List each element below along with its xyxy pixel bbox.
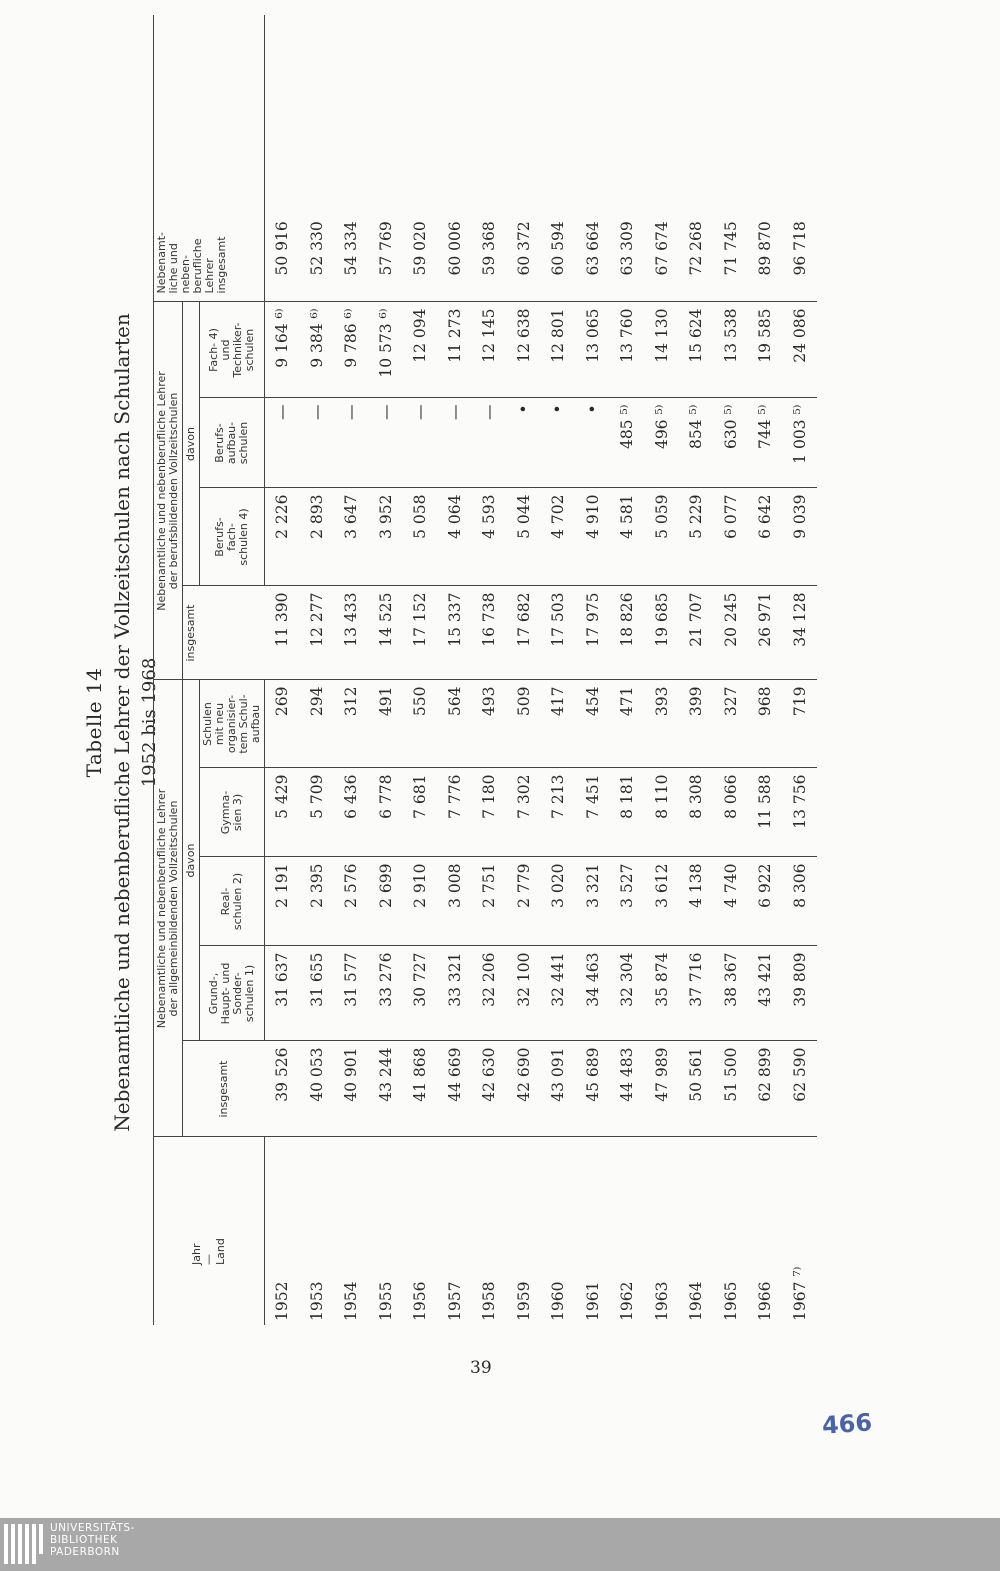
real-cell: 4 138 bbox=[679, 857, 714, 946]
bfs-cell: 2 226 bbox=[265, 488, 300, 586]
library-name bbox=[50, 1522, 135, 1558]
table-row bbox=[748, 15, 783, 1325]
table-row bbox=[541, 15, 576, 1325]
fach-cell: 10 573 ⁶⁾ bbox=[369, 302, 404, 398]
gym-cell: 6 436 bbox=[334, 768, 369, 857]
real-cell: 2 191 bbox=[265, 857, 300, 946]
fach-cell: 11 273 bbox=[438, 302, 473, 398]
rotated-table-page bbox=[80, 90, 910, 1355]
fach-cell: 9 786 ⁶⁾ bbox=[334, 302, 369, 398]
grund-cell: 34 463 bbox=[576, 946, 611, 1041]
gym-cell: 7 180 bbox=[472, 768, 507, 857]
data-table bbox=[153, 15, 817, 1325]
general-total-cell: 62 899 bbox=[748, 1041, 783, 1137]
fach-cell: 12 801 bbox=[541, 302, 576, 398]
library-name-line3: PADERBORN bbox=[50, 1546, 120, 1558]
grund-cell: 33 321 bbox=[438, 946, 473, 1041]
general-total-cell: 44 669 bbox=[438, 1041, 473, 1137]
table-row bbox=[507, 15, 542, 1325]
library-name-line2: BIBLIOTHEK bbox=[50, 1534, 118, 1546]
table-row bbox=[300, 15, 335, 1325]
real-cell: 4 740 bbox=[714, 857, 749, 946]
neu-cell: 564 bbox=[438, 680, 473, 768]
grund-cell: 37 716 bbox=[679, 946, 714, 1041]
grund-header: Grund-, Haupt- und Sonder- schulen 1) bbox=[200, 946, 265, 1041]
vocational-total-cell: 17 682 bbox=[507, 586, 542, 680]
bas-cell: — bbox=[438, 398, 473, 488]
gym-cell: 7 213 bbox=[541, 768, 576, 857]
neu-header: Schulen mit neu organisier- tem Schul- aufbau bbox=[200, 680, 265, 768]
real-cell: 2 751 bbox=[472, 857, 507, 946]
bfs-cell: 5 058 bbox=[403, 488, 438, 586]
grund-cell: 31 577 bbox=[334, 946, 369, 1041]
grund-cell: 32 441 bbox=[541, 946, 576, 1041]
gym-cell: 7 451 bbox=[576, 768, 611, 857]
grund-cell: 31 655 bbox=[300, 946, 335, 1041]
table-row bbox=[334, 15, 369, 1325]
fach-cell: 13 760 bbox=[610, 302, 645, 398]
table-row bbox=[610, 15, 645, 1325]
bfs-cell: 5 044 bbox=[507, 488, 542, 586]
real-cell: 2 395 bbox=[300, 857, 335, 946]
general-total-cell: 45 689 bbox=[576, 1041, 611, 1137]
vocational-total-cell: 34 128 bbox=[783, 586, 818, 680]
bfs-cell: 4 702 bbox=[541, 488, 576, 586]
vocational-total-cell: 17 975 bbox=[576, 586, 611, 680]
bas-cell: 1 003 ⁵⁾ bbox=[783, 398, 818, 488]
vocational-total-header: insgesamt bbox=[183, 586, 265, 680]
bas-cell: — bbox=[369, 398, 404, 488]
total-cell: 63 309 bbox=[610, 15, 645, 302]
neu-cell: 393 bbox=[645, 680, 680, 768]
table-row bbox=[265, 15, 300, 1325]
neu-cell: 312 bbox=[334, 680, 369, 768]
neu-cell: 493 bbox=[472, 680, 507, 768]
real-cell: 8 306 bbox=[783, 857, 818, 946]
fach-cell: 19 585 bbox=[748, 302, 783, 398]
total-cell: 72 268 bbox=[679, 15, 714, 302]
year-cell: 1952 bbox=[273, 1281, 292, 1321]
real-cell: 2 910 bbox=[403, 857, 438, 946]
table-row bbox=[438, 15, 473, 1325]
grund-cell: 32 100 bbox=[507, 946, 542, 1041]
bas-cell: 744 ⁵⁾ bbox=[748, 398, 783, 488]
table-row bbox=[403, 15, 438, 1325]
fach-cell: 9 164 ⁶⁾ bbox=[265, 302, 300, 398]
table-heading: Nebenamtliche und nebenberufliche Lehrer der Vollzeitschulen nach Schularten bbox=[110, 313, 134, 1132]
general-total-cell: 62 590 bbox=[783, 1041, 818, 1137]
total-cell: 60 594 bbox=[541, 15, 576, 302]
gym-cell: 8 110 bbox=[645, 768, 680, 857]
neu-cell: 399 bbox=[679, 680, 714, 768]
real-cell: 3 612 bbox=[645, 857, 680, 946]
bas-cell: — bbox=[265, 398, 300, 488]
fach-cell: 12 145 bbox=[472, 302, 507, 398]
general-total-cell: 43 091 bbox=[541, 1041, 576, 1137]
year-cell: 1956 bbox=[411, 1281, 430, 1321]
bas-cell: 854 ⁵⁾ bbox=[679, 398, 714, 488]
library-footer-bar bbox=[0, 1518, 1000, 1571]
fach-cell: 15 624 bbox=[679, 302, 714, 398]
gym-cell: 7 302 bbox=[507, 768, 542, 857]
bas-cell: — bbox=[472, 398, 507, 488]
gym-header: Gymna- sien 3) bbox=[200, 768, 265, 857]
bfs-cell: 3 952 bbox=[369, 488, 404, 586]
fach-cell: 13 538 bbox=[714, 302, 749, 398]
gym-cell: 7 681 bbox=[403, 768, 438, 857]
neu-cell: 550 bbox=[403, 680, 438, 768]
year-cell: 1966 bbox=[756, 1281, 775, 1321]
bas-cell: 496 ⁵⁾ bbox=[645, 398, 680, 488]
neu-cell: 491 bbox=[369, 680, 404, 768]
real-cell: 6 922 bbox=[748, 857, 783, 946]
real-cell: 3 008 bbox=[438, 857, 473, 946]
vocational-total-cell: 19 685 bbox=[645, 586, 680, 680]
bfs-cell: 5 059 bbox=[645, 488, 680, 586]
table-row bbox=[679, 15, 714, 1325]
general-total-cell: 40 053 bbox=[300, 1041, 335, 1137]
year-cell: 1953 bbox=[307, 1281, 326, 1321]
group-general-header: Nebenamtliche und nebenberufliche Lehrer der allgemeinbildenden Vollzeitschulen bbox=[154, 680, 183, 1137]
table-period: 1952 bis 1968 bbox=[139, 657, 160, 788]
general-total-cell: 44 483 bbox=[610, 1041, 645, 1137]
year-cell: 1954 bbox=[342, 1281, 361, 1321]
neu-cell: 269 bbox=[265, 680, 300, 768]
fach-cell: 12 638 bbox=[507, 302, 542, 398]
bas-cell: — bbox=[403, 398, 438, 488]
bfs-cell: 6 642 bbox=[748, 488, 783, 586]
general-total-cell: 51 500 bbox=[714, 1041, 749, 1137]
table-row bbox=[714, 15, 749, 1325]
grund-cell: 38 367 bbox=[714, 946, 749, 1041]
real-cell: 3 020 bbox=[541, 857, 576, 946]
year-cell: 1965 bbox=[721, 1281, 740, 1321]
gym-cell: 11 588 bbox=[748, 768, 783, 857]
fach-header: Fach- 4) und Techniker- schulen bbox=[200, 302, 265, 398]
grund-cell: 33 276 bbox=[369, 946, 404, 1041]
general-total-cell: 47 989 bbox=[645, 1041, 680, 1137]
vocational-total-cell: 17 152 bbox=[403, 586, 438, 680]
total-header: Nebenamt- liche und neben- berufliche Lehrer insgesamt bbox=[154, 15, 265, 302]
library-stamp-number: 466 bbox=[821, 1408, 874, 1440]
grund-cell: 32 304 bbox=[610, 946, 645, 1041]
gym-cell: 7 776 bbox=[438, 768, 473, 857]
neu-cell: 471 bbox=[610, 680, 645, 768]
year-cell: 1958 bbox=[480, 1281, 499, 1321]
grund-cell: 30 727 bbox=[403, 946, 438, 1041]
year-cell: 1959 bbox=[514, 1281, 533, 1321]
neu-cell: 968 bbox=[748, 680, 783, 768]
group-vocational-header: Nebenamtliche und nebenberufliche Lehrer der berufsbildenden Vollzeitschulen bbox=[154, 302, 183, 680]
bfs-cell: 4 593 bbox=[472, 488, 507, 586]
year-cell: 1967 ⁷⁾ bbox=[790, 1266, 809, 1321]
gym-cell: 6 778 bbox=[369, 768, 404, 857]
general-total-cell: 43 244 bbox=[369, 1041, 404, 1137]
table-row bbox=[576, 15, 611, 1325]
fach-cell: 9 384 ⁶⁾ bbox=[300, 302, 335, 398]
total-cell: 59 020 bbox=[403, 15, 438, 302]
table-row bbox=[472, 15, 507, 1325]
neu-cell: 294 bbox=[300, 680, 335, 768]
year-cell: 1957 bbox=[445, 1281, 464, 1321]
bas-cell: 630 ⁵⁾ bbox=[714, 398, 749, 488]
total-cell: 59 368 bbox=[472, 15, 507, 302]
vocational-total-cell: 13 433 bbox=[334, 586, 369, 680]
library-logo-icon bbox=[4, 1524, 42, 1564]
general-total-cell: 40 901 bbox=[334, 1041, 369, 1137]
real-cell: 3 321 bbox=[576, 857, 611, 946]
bas-cell: • bbox=[541, 398, 576, 488]
stub-header: Jahr — Land bbox=[154, 1137, 265, 1325]
vocational-total-cell: 26 971 bbox=[748, 586, 783, 680]
bfs-cell: 2 893 bbox=[300, 488, 335, 586]
vocational-total-cell: 14 525 bbox=[369, 586, 404, 680]
table-number: Tabelle 14 bbox=[82, 667, 106, 778]
vocational-total-cell: 18 826 bbox=[610, 586, 645, 680]
real-cell: 2 576 bbox=[334, 857, 369, 946]
fach-cell: 12 094 bbox=[403, 302, 438, 398]
gym-cell: 13 756 bbox=[783, 768, 818, 857]
vocational-total-cell: 15 337 bbox=[438, 586, 473, 680]
total-cell: 96 718 bbox=[783, 15, 818, 302]
page-number: 39 bbox=[470, 1358, 492, 1378]
year-cell: 1964 bbox=[687, 1281, 706, 1321]
year-cell: 1961 bbox=[583, 1281, 602, 1321]
total-cell: 52 330 bbox=[300, 15, 335, 302]
total-cell: 60 006 bbox=[438, 15, 473, 302]
bfs-cell: 9 039 bbox=[783, 488, 818, 586]
vocational-total-cell: 20 245 bbox=[714, 586, 749, 680]
bas-cell: • bbox=[507, 398, 542, 488]
general-davon-header: davon bbox=[183, 680, 200, 1041]
total-cell: 50 916 bbox=[265, 15, 300, 302]
year-cell: 1963 bbox=[652, 1281, 671, 1321]
gym-cell: 8 066 bbox=[714, 768, 749, 857]
bfs-cell: 4 910 bbox=[576, 488, 611, 586]
total-cell: 89 870 bbox=[748, 15, 783, 302]
neu-cell: 509 bbox=[507, 680, 542, 768]
bfs-cell: 6 077 bbox=[714, 488, 749, 586]
grund-cell: 32 206 bbox=[472, 946, 507, 1041]
table-row bbox=[369, 15, 404, 1325]
total-cell: 57 769 bbox=[369, 15, 404, 302]
table-row bbox=[645, 15, 680, 1325]
bas-cell: 485 ⁵⁾ bbox=[610, 398, 645, 488]
gym-cell: 8 308 bbox=[679, 768, 714, 857]
gym-cell: 8 181 bbox=[610, 768, 645, 857]
year-cell: 1962 bbox=[618, 1281, 637, 1321]
vocational-total-cell: 17 503 bbox=[541, 586, 576, 680]
grund-cell: 39 809 bbox=[783, 946, 818, 1041]
fach-cell: 13 065 bbox=[576, 302, 611, 398]
vocational-total-cell: 11 390 bbox=[265, 586, 300, 680]
real-header: Real- schulen 2) bbox=[200, 857, 265, 946]
bas-cell: — bbox=[334, 398, 369, 488]
neu-cell: 417 bbox=[541, 680, 576, 768]
general-total-cell: 50 561 bbox=[679, 1041, 714, 1137]
gym-cell: 5 709 bbox=[300, 768, 335, 857]
grund-cell: 35 874 bbox=[645, 946, 680, 1041]
neu-cell: 719 bbox=[783, 680, 818, 768]
total-cell: 54 334 bbox=[334, 15, 369, 302]
grund-cell: 43 421 bbox=[748, 946, 783, 1041]
vocational-total-cell: 12 277 bbox=[300, 586, 335, 680]
general-total-cell: 41 868 bbox=[403, 1041, 438, 1137]
grund-cell: 31 637 bbox=[265, 946, 300, 1041]
bfs-cell: 4 581 bbox=[610, 488, 645, 586]
total-cell: 71 745 bbox=[714, 15, 749, 302]
total-cell: 63 664 bbox=[576, 15, 611, 302]
bfs-cell: 5 229 bbox=[679, 488, 714, 586]
general-total-cell: 39 526 bbox=[265, 1041, 300, 1137]
total-cell: 60 372 bbox=[507, 15, 542, 302]
vocational-total-cell: 16 738 bbox=[472, 586, 507, 680]
bas-cell: — bbox=[300, 398, 335, 488]
bas-cell: • bbox=[576, 398, 611, 488]
gym-cell: 5 429 bbox=[265, 768, 300, 857]
real-cell: 2 779 bbox=[507, 857, 542, 946]
real-cell: 3 527 bbox=[610, 857, 645, 946]
year-cell: 1960 bbox=[549, 1281, 568, 1321]
bfs-cell: 3 647 bbox=[334, 488, 369, 586]
real-cell: 2 699 bbox=[369, 857, 404, 946]
table-row bbox=[783, 15, 818, 1325]
title-block bbox=[80, 90, 164, 1355]
fach-cell: 14 130 bbox=[645, 302, 680, 398]
general-total-cell: 42 630 bbox=[472, 1041, 507, 1137]
neu-cell: 454 bbox=[576, 680, 611, 768]
general-total-header: insgesamt bbox=[183, 1041, 265, 1137]
total-cell: 67 674 bbox=[645, 15, 680, 302]
bfs-header: Berufs- fach- schulen 4) bbox=[200, 488, 265, 586]
general-total-cell: 42 690 bbox=[507, 1041, 542, 1137]
library-name-line1: UNIVERSITÄTS- bbox=[50, 1522, 135, 1534]
neu-cell: 327 bbox=[714, 680, 749, 768]
bfs-cell: 4 064 bbox=[438, 488, 473, 586]
year-cell: 1955 bbox=[376, 1281, 395, 1321]
bas-header: Berufs- aufbau- schulen bbox=[200, 398, 265, 488]
vocational-total-cell: 21 707 bbox=[679, 586, 714, 680]
vocational-davon-header: davon bbox=[183, 302, 200, 586]
fach-cell: 24 086 bbox=[783, 302, 818, 398]
